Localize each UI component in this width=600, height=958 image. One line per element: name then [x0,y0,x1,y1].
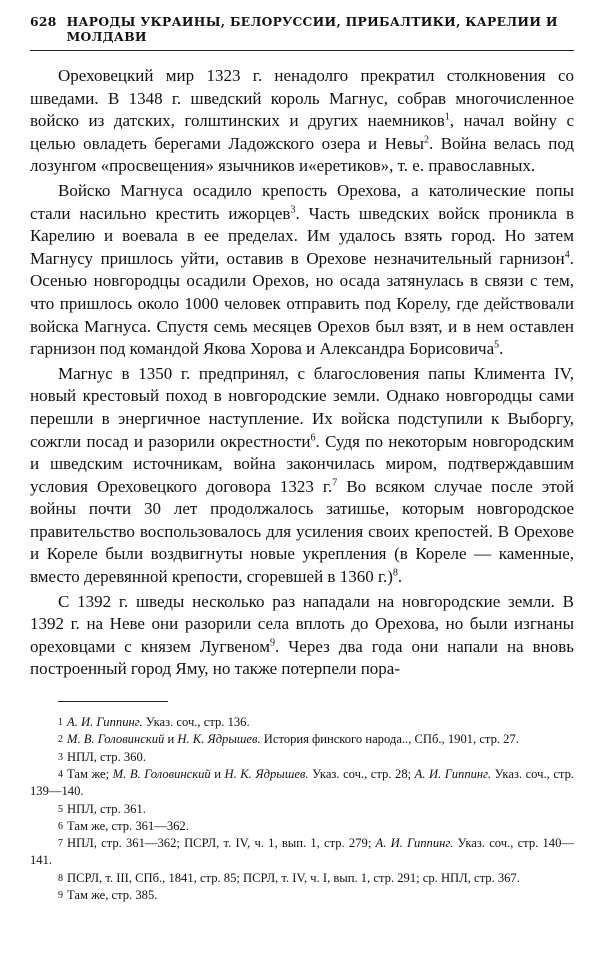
footnote [30,801,574,818]
author-name: А. И. Гиппинг. [375,836,454,851]
footnote-mark: 1 [58,717,63,729]
text-run: . Через два года они напали на вновь построенный город Яму, но также потерпели пора- [30,636,574,679]
text-run: Указ. соч., стр. 140—141. [30,836,574,868]
author-name: Н. К. Ядрышев. [177,732,261,747]
author-name: А. И. Гиппинг. [414,766,492,781]
text-run: Во всяком случае после этой войны почти 30 лет продолжалось затишье, которым новгородское правительство воспользовалось для усиления своих крепостей. В Орехове и Кореле были воздвигнуты новые укрепления (в Кореле — каменные, вместо деревянной крепости, сгоревшей в 1360 г.) [30,476,575,587]
footnote-separator [58,701,168,702]
page-number: 628 [30,14,57,29]
footnote [30,714,574,731]
paragraph [30,591,574,681]
paragraph [30,363,574,589]
text-run: . [499,339,504,359]
footnotes [30,714,574,904]
paragraph [30,180,574,361]
footnote-ref: 9 [269,637,275,649]
text-run: НПЛ, стр. 360. [67,749,146,764]
footnote-mark: 4 [58,768,63,780]
footnote-mark: 9 [58,890,63,901]
main-text [30,65,574,681]
paragraph [30,65,574,178]
footnote-ref: 6 [310,431,316,443]
text-run: Указ. соч., стр. 136. [142,715,250,730]
text-run: и [210,766,225,781]
header-rule [30,50,574,51]
text-run: Ореховецкий мир 1323 г. ненадолго прекратил столкновения со шведами. В 1348 г. шведский король Магнус, собрав многочисленное войско из датских, голштинских и других наемников [30,66,574,131]
text-run: Указ. соч., стр. 28; [308,766,415,781]
footnote [30,887,574,904]
text-run: Указ. соч., стр. 139—140. [30,766,575,799]
text-run: С 1392 г. шведы несколько раз нападали на новгородские земли. В 1392 г. на Неве они разорили села вплоть до Орехова, но были изгнаны ореховцами с князем Лугвеном [30,591,574,656]
footnote [30,835,574,870]
footnote-mark: 7 [58,838,63,850]
text-run: и [164,732,178,747]
footnote-ref: 2 [423,134,429,146]
text-run: . Часть шведских войск проникла в Карелию и воевала в ее пределах. Им удалось взять город. Но затем Магнусу пришлось уйти, оставив в Орехове незначительный гарнизон [30,203,574,268]
running-title: НАРОДЫ УКРАИНЫ, БЕЛОРУССИИ, ПРИБАЛТИКИ, КАРЕЛИИ И МОЛДАВИ [66,14,558,44]
running-header [30,14,574,44]
text-run: Там же; [67,766,113,781]
footnote [30,766,574,801]
text-run: . [397,567,403,587]
footnote-ref: 8 [392,567,398,579]
footnote-mark: 2 [58,734,63,746]
footnote-mark: 8 [58,872,63,884]
text-run: . Война велась под лозунгом «просвещения» язычников и«еретиков», т. е. православных. [30,133,574,176]
text-run: История финского народа.., СПб., 1901, стр. 27. [260,732,519,747]
text-run: Там же, стр. 361—362. [67,818,189,833]
text-run: Войско Магнуса осадило крепость Орехова, а католические попы стали насильно крестить ижорцев [30,180,574,223]
footnote-ref: 5 [494,339,500,351]
text-run: НПЛ, стр. 361—362; ПСРЛ, т. IV, ч. 1, вып. 1, стр. 279; [67,836,376,851]
text-run: Там же, стр. 385. [67,888,158,902]
text-run: Магнус в 1350 г. предпринял, с благословения папы Климента IV, новый крестовый поход в новгородские земли. Однако новгородцы сами перешли в энергичное наступление. Их войска подступили к Выборгу, сожгли посад и разорили окрестности [30,363,574,451]
text-run: НПЛ, стр. 361. [67,801,146,816]
footnote-mark: 3 [58,751,63,763]
footnote-ref: 7 [332,477,338,489]
footnote-mark: 6 [58,820,63,832]
author-name: Н. К. Ядрышев. [224,766,309,781]
text-run: , начал войну с целью овладеть берегами Ладожского озера и Невы [30,111,574,153]
text-run: ПСРЛ, т. III, СПб., 1841, стр. 85; ПСРЛ, т. IV, ч. I, вып. 1, стр. 291; ср. НПЛ, стр. 367. [67,870,520,885]
author-name: М. В. Головинский [67,732,165,747]
footnote-ref: 1 [444,111,450,123]
author-name: М. В. Головинский [112,766,211,781]
footnote-mark: 5 [58,803,63,815]
footnote [30,870,574,887]
footnote [30,731,574,748]
author-name: А. И. Гиппинг. [67,715,143,730]
footnote-ref: 3 [290,203,296,215]
text-run: . Осенью новгородцы осадили Орехов, но осада затянулась в связи с тем, что пришлось около 1000 человек отправить под Корелу, где действовали войска Магнуса. Спустя семь месяцев Орехов был взят, и в нем оставлен гарнизон под командой Якова Хорова и Александра Борисовича [30,248,574,359]
footnote-ref: 4 [564,249,570,261]
text-run: . Судя по некоторым новгородским и шведским источникам, война закончилась миром, подтверждавшим условия Ореховецкого договора 1323 г. [30,431,574,496]
footnote [30,749,574,766]
footnote [30,818,574,835]
